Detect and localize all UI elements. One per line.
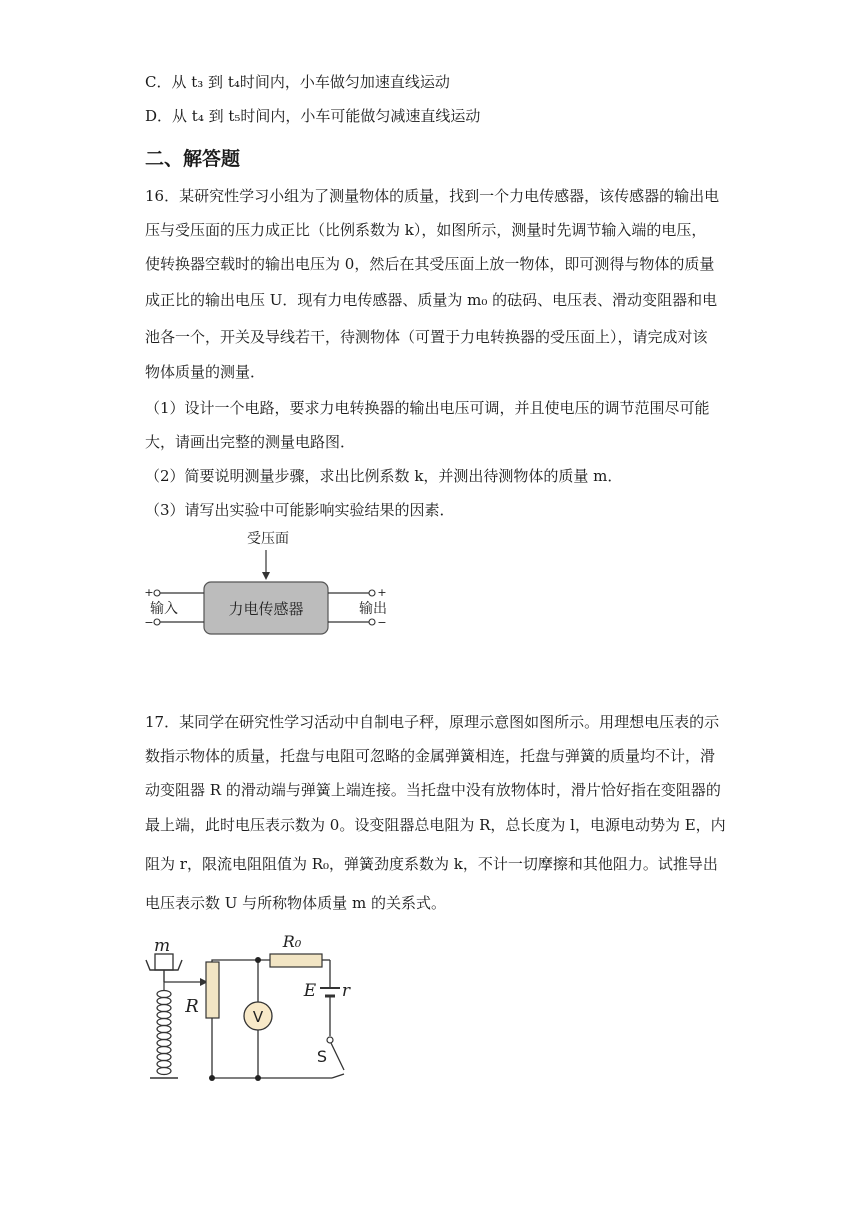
q16-line: （3）请写出实验中可能影响实验结果的因素． [145,501,455,519]
q16-line: 大，请画出完整的测量电路图． [145,433,356,451]
rheostat-label: R [185,996,199,1017]
q17-line: 17．某同学在研究性学习活动中自制电子秤，原理示意图如图所示。用理想电压表的示 [145,713,720,731]
q16-line: 成正比的输出电压 U．现有力电传感器、质量为 m₀ 的砝码、电压表、滑动变阻器和电 [145,291,718,309]
sensor-label: 力电传感器 [228,600,304,618]
internal-resistance-label: r [341,981,351,1001]
q16-line: （2）简要说明测量步骤，求出比例系数 k，并测出待测物体的质量 m． [145,467,623,485]
resistor-r0-label: R₀ [282,932,302,951]
rheostat [206,962,219,1018]
option-d: D．从 t₄ 到 t₅时间内，小车可能做匀减速直线运动 [145,107,481,125]
output-minus-sign: − [377,616,387,629]
scale-circuit-diagram [140,930,370,1090]
q16-line: （1）设计一个电路，要求力电转换器的输出电压可调，并且使电压的调节范围尽可能 [145,399,710,417]
option-c: C．从 t₃ 到 t₄时间内，小车做匀加速直线运动 [145,73,450,91]
voltmeter-label: V [252,1008,264,1026]
mass-block [155,954,173,970]
junction-dot [255,957,261,963]
input-minus-terminal [154,619,160,625]
junction-dot [209,1075,215,1081]
output-plus-terminal [369,590,375,596]
q16-line: 池各一个，开关及导线若干，待测物体（可置于力电转换器的受压面上），请完成对该 [145,328,708,346]
switch-contact [327,1037,333,1043]
q16-line: 使转换器空载时的输出电压为 0，然后在其受压面上放一物体，即可测得与物体的质量 [145,255,715,273]
arrow-head-icon [262,572,270,580]
switch-lever [331,1043,344,1070]
junction-dot [255,1075,261,1081]
input-label: 输入 [150,601,178,617]
q16-line: 压与受压面的压力成正比（比例系数为 k），如图所示，测量时先调节输入端的电压， [145,221,707,239]
q17-line: 电压表示数 U 与所称物体质量 m 的关系式。 [145,894,446,912]
q17-line: 最上端，此时电压表示数为 0。设变阻器总电阻为 R，总长度为 l，电源电动势为 E，内 [145,816,726,834]
switch-label: S [316,1047,328,1066]
spring [157,982,171,1075]
q16-line: 16．某研究性学习小组为了测量物体的质量，找到一个力电传感器，该传感器的输出电 [145,187,720,205]
resistor-r0 [270,954,322,967]
input-minus-sign: − [144,616,154,629]
sensor-diagram [140,526,400,638]
section-title: 二、解答题 [145,148,241,170]
pressure-surface-label: 受压面 [247,531,289,547]
input-plus-terminal [154,590,160,596]
q16-line: 物体质量的测量． [145,363,266,381]
q17-line: 数指示物体的质量，托盘与电阻可忽略的金属弹簧相连，托盘与弹簧的质量均不计，滑 [145,747,716,765]
output-label: 输出 [359,601,387,617]
output-minus-terminal [369,619,375,625]
input-plus-sign: + [144,586,154,599]
q17-line: 阻为 r，限流电阻阻值为 R₀，弹簧劲度系数为 k，不计一切摩擦和其他阻力。试推导出 [145,855,718,873]
output-plus-sign: + [377,586,387,599]
mass-label: m [153,936,171,956]
q17-line: 动变阻器 R 的滑动端与弹簧上端连接。当托盘中没有放物体时，滑片恰好指在变阻器的 [145,781,721,799]
emf-label: E [303,981,317,1001]
